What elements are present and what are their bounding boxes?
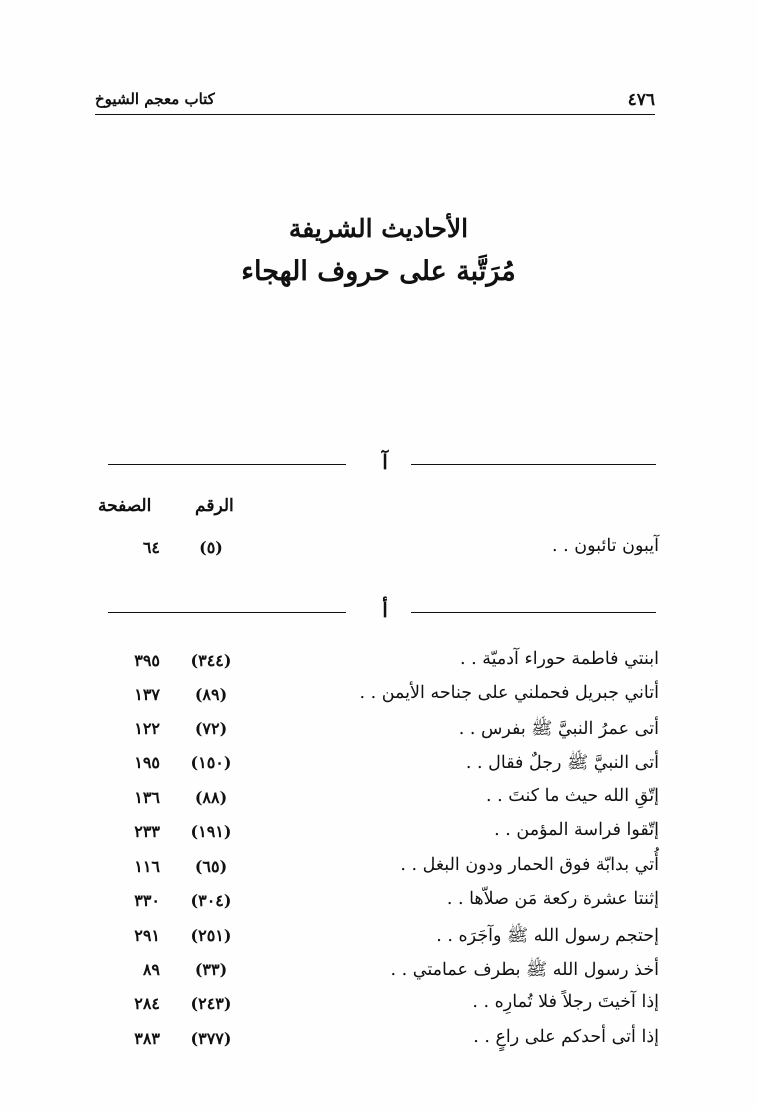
- hadith-incipit: إذا آخيتَ رجلاً فلا تُمارِه . .: [472, 992, 659, 1012]
- section-letter: آ: [382, 450, 388, 474]
- index-entry: [0, 1027, 757, 1057]
- hadith-number: (٦٥): [194, 857, 228, 876]
- column-header-number: الرقم: [195, 496, 234, 516]
- hadith-number: (٢٤٣): [190, 994, 232, 1013]
- hadith-number: (٣٠٤): [190, 891, 232, 910]
- hadith-number: (٨٨): [194, 788, 228, 807]
- hadith-number: (١٥٠): [190, 753, 232, 772]
- hadith-number: (٣٧٧): [190, 1029, 232, 1048]
- index-entry: [0, 924, 757, 954]
- hadith-number: (٢٥١): [190, 926, 232, 945]
- divider-line: [411, 612, 656, 613]
- index-entry: [0, 683, 757, 713]
- hadith-incipit: أُتي بدابّة فوق الحمار ودون البغل . .: [400, 855, 659, 875]
- column-headers: [80, 496, 280, 522]
- index-entry: [0, 536, 757, 566]
- hadith-incipit: أتى النبيَّ ﷺ رجلٌ فقال . .: [465, 753, 659, 773]
- page-reference: ١٩٥: [134, 753, 160, 772]
- page-reference: ١٣٧: [134, 685, 160, 704]
- page-reference: ٣٣٠: [134, 891, 160, 910]
- hadith-incipit: أتاني جبريل فحملني على جناحه الأيمن . .: [359, 683, 659, 703]
- hadith-incipit: أخذ رسول الله ﷺ بطرف عمامتي . .: [390, 960, 659, 980]
- hadith-number: (١٩١): [190, 822, 232, 841]
- hadith-incipit: آيبون تائبون . .: [552, 536, 659, 556]
- hadith-incipit: إحتجم رسول الله ﷺ وآجَرَه . .: [436, 926, 659, 946]
- index-entry: [0, 649, 757, 679]
- hadith-incipit: إذا أتى أحدكم على راعٍ . .: [473, 1027, 659, 1047]
- page-reference: ١١٦: [134, 857, 160, 876]
- page-reference: ٢٨٤: [134, 994, 160, 1013]
- divider-line: [411, 464, 656, 465]
- divider-line: [108, 612, 346, 613]
- hadith-incipit: ابنتي فاطمة حوراء آدميّة . .: [459, 649, 659, 669]
- index-entry: [0, 820, 757, 850]
- index-entry: [0, 889, 757, 919]
- index-entry: [0, 958, 757, 988]
- hadith-number: (٥): [199, 538, 223, 557]
- running-header: [95, 88, 655, 115]
- index-title: الأحاديث الشريفة: [288, 214, 469, 243]
- book-title: كتاب معجم الشيوخ: [95, 90, 215, 108]
- page-reference: ١٢٢: [134, 719, 160, 738]
- hadith-number: (٣٤٤): [190, 651, 232, 670]
- page-reference: ٢٣٣: [134, 822, 160, 841]
- hadith-number: (٣٣): [194, 960, 228, 979]
- page-reference: ٣٨٣: [134, 1029, 160, 1048]
- index-entry: [0, 992, 757, 1022]
- index-entry: [0, 751, 757, 781]
- divider-line: [108, 464, 346, 465]
- page-reference: ١٣٦: [134, 788, 160, 807]
- page-reference: ٨٩: [142, 960, 160, 979]
- index-entry: [0, 786, 757, 816]
- page-reference: ٢٩١: [134, 926, 160, 945]
- hadith-incipit: إثنتا عشرة ركعة مَن صلاّها . .: [446, 889, 659, 909]
- hadith-number: (٨٩): [194, 685, 228, 704]
- page-reference: ٦٤: [142, 538, 160, 557]
- index-entry: [0, 855, 757, 885]
- section-heading-alif: [108, 598, 656, 628]
- page-reference: ٣٩٥: [134, 651, 160, 670]
- index-entry: [0, 717, 757, 747]
- section-heading-alif-madda: [108, 450, 656, 480]
- section-letter: أ: [382, 598, 388, 622]
- hadith-number: (٧٢): [194, 719, 228, 738]
- index-subtitle: مُرَتَّبة على حروف الهجاء: [241, 256, 516, 287]
- hadith-incipit: إتّقوا فراسة المؤمن . .: [494, 820, 659, 840]
- hadith-incipit: أتى عمرُ النبيَّ ﷺ بفرس . .: [458, 719, 659, 739]
- column-header-page: الصفحة: [98, 496, 152, 516]
- hadith-incipit: إتّقِ الله حيث ما كنتَ . .: [486, 786, 659, 806]
- page-number: ٤٧٦: [627, 90, 655, 110]
